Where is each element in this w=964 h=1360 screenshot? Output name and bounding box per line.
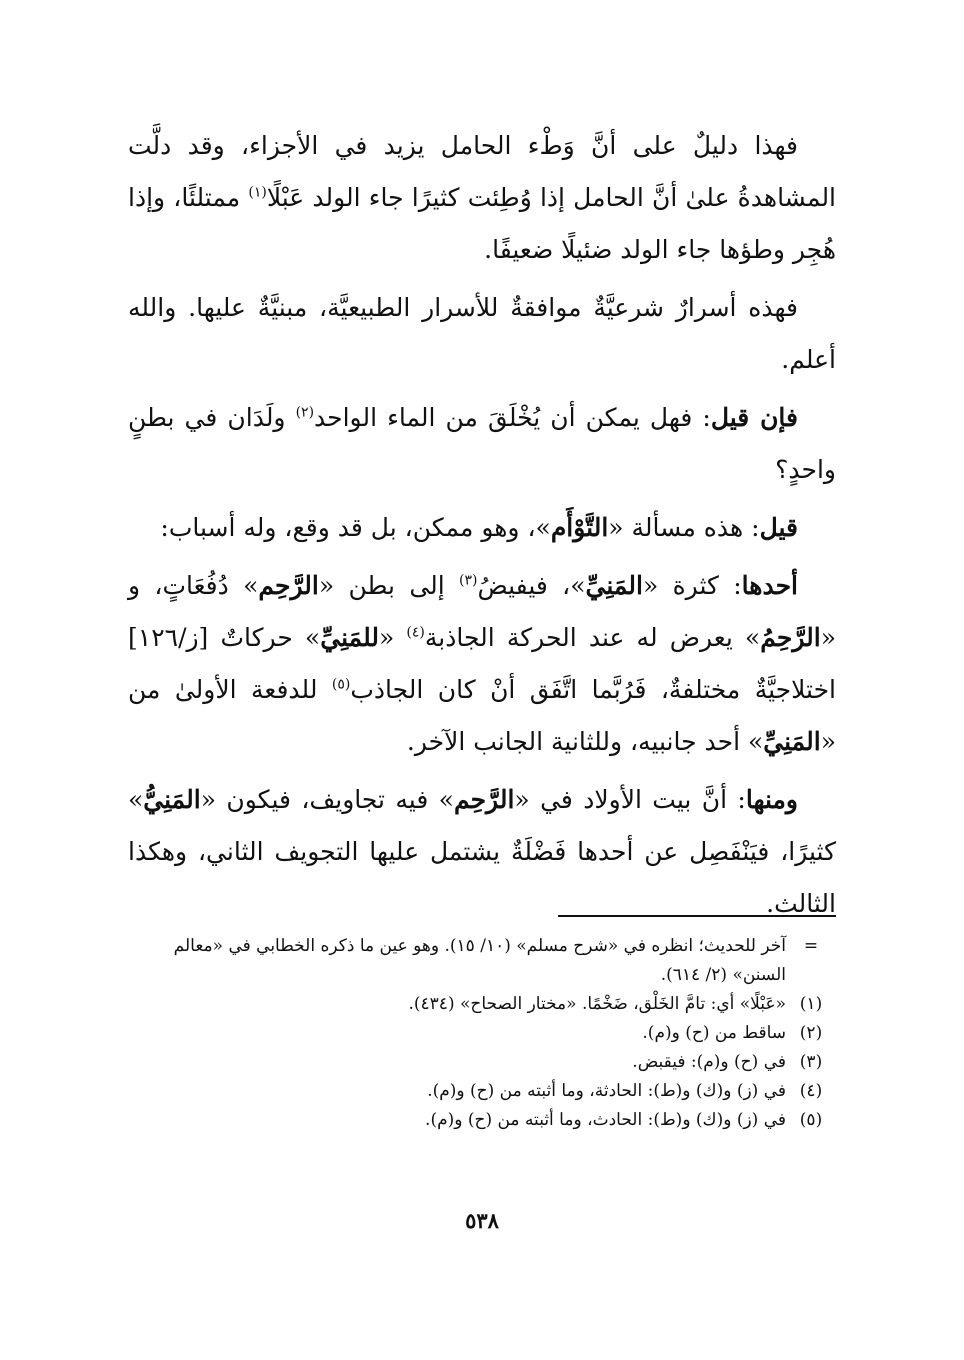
footnote-3 [128,1048,836,1077]
footnote-ref-4[interactable]: (٤) [406,624,425,641]
bold-term: الرَّحِمُ [760,623,821,652]
footnote-mark: = [803,936,819,956]
footnote-text: في (ز) و(ك) و(ط): الحادث، وما أثبته من (ح) و(م). [425,1110,786,1130]
paragraph-text: » حركاتٌ [ز/١٢٦] اختلاجيَّةٌ مختلفةٌ، فَرُبَّما اتَّفَق أنْ كان الجاذب [128,623,836,704]
paragraph-text: »، وهو ممكن، بل قد وقع، وله أسباب: [160,513,551,542]
bold-term: المَنِيِّ [763,727,821,756]
paragraph-1 [128,120,836,276]
paragraph-text: : فهل يمكن أن يُخْلَقَ من الماء الواحد [314,403,711,432]
paragraph-text: فهذا دليلٌ على أنَّ وَطْء الحامل يزيد في الأجزاء، وقد دلَّت المشاهدةُ علىٰ أنَّ الحامل إذا وُطِئت كثيرًا جاء الولد عَبْلًا [128,131,837,212]
bold-lead: قيل [759,513,798,542]
footnote-text: آخر للحديث؛ انظره في «شرح مسلم» (١٠/ ١٥). وهو عين ما ذكره الخطابي في «معالم السنن» (٢/ ٦١٤). [173,936,786,985]
paragraph-text: فهذه أسرارٌ شرعيَّةٌ موافقةٌ للأسرار الطبيعيَّة، مبنيَّةٌ عليها. والله أعلم. [128,293,836,374]
footnote-ref-1[interactable]: (١) [248,184,267,201]
bold-term: المَنِيِّ [585,571,643,600]
footnote-mark: (٣) [799,1052,823,1072]
paragraph-text: « [378,623,407,652]
bold-lead: فإن قيل [710,403,798,432]
footnote-text: في (ح) و(م): فيقبض. [632,1052,786,1072]
paragraph-text: إلى بطن « [318,571,460,600]
bold-term: الرَّحِم [258,571,319,600]
bold-lead: ومنها [745,785,798,814]
paragraph-text: : هذه مسألة « [608,513,760,542]
footnote-continued [128,932,836,990]
footnote-text: «عَبْلًا» أي: تامَّ الخَلْق، ضَخْمًا. «مختار الصحاح» (٤٣٤). [408,994,786,1014]
paragraph-6 [128,774,836,930]
footnote-mark: (٥) [799,1110,823,1130]
bold-term: للمَنِيِّ [320,623,379,652]
paragraph-text: ممتلئًا، وإذا هُجِر وطؤها جاء الولد ضئيلًا ضعيفًا. [128,183,836,264]
paragraph-text: » كثيرًا، فيَنْفَصِل عن أحدها فَضْلَةٌ يشتمل عليها التجويف الثاني، وهكذا الثالث. [128,785,836,918]
bold-term: الرَّحِم [453,785,515,814]
page-number: ٥٣٨ [465,1208,499,1233]
footnote-1 [128,990,836,1019]
paragraph-4 [128,502,836,554]
bold-term: التَّوْأَم [550,513,609,542]
paragraph-text: » يعرض له عند الحركة الجاذبة [424,623,761,652]
paragraph-text: : أنَّ بيت الأولاد في « [514,785,746,814]
footnote-mark: (٤) [799,1081,823,1101]
paragraph-5 [128,560,836,768]
paragraph-text: : كثرة « [642,571,742,600]
footnote-ref-3[interactable]: (٣) [459,572,478,589]
paragraph-text: »، فيفيضُ [477,571,586,600]
footnote-ref-2[interactable]: (٢) [295,404,315,421]
main-text [128,120,836,936]
footnote-text: ساقط من (ح) و(م). [642,1023,786,1043]
footnote-ref-5[interactable]: (٥) [331,676,351,693]
footnotes [128,932,836,1135]
paragraph-text: ولَدَان في بطنٍ واحدٍ؟ [128,403,836,484]
footnote-mark: (٢) [799,1023,823,1043]
footnote-text: في (ز) و(ك) و(ط): الحادثة، وما أثبته من (ح) و(م). [427,1081,786,1101]
paragraph-3 [128,392,836,496]
footnote-5 [128,1106,836,1135]
bold-lead: أحدها [741,571,798,600]
footnote-2 [128,1019,836,1048]
paragraph-text: » دُفُعَاتٍ، و « [128,571,836,652]
footnote-mark: (١) [799,994,823,1014]
bold-term: المَنِيُّ [143,785,201,814]
paragraph-text: » أحد جانبيه، وللثانية الجانب الآخر. [406,727,764,756]
paragraph-text: » فيه تجاويف، فيكون « [200,785,454,814]
footnote-divider [558,915,836,917]
paragraph-text: للدفعة الأولىٰ من « [128,675,836,756]
footnote-4 [128,1077,836,1106]
paragraph-2 [128,282,836,386]
